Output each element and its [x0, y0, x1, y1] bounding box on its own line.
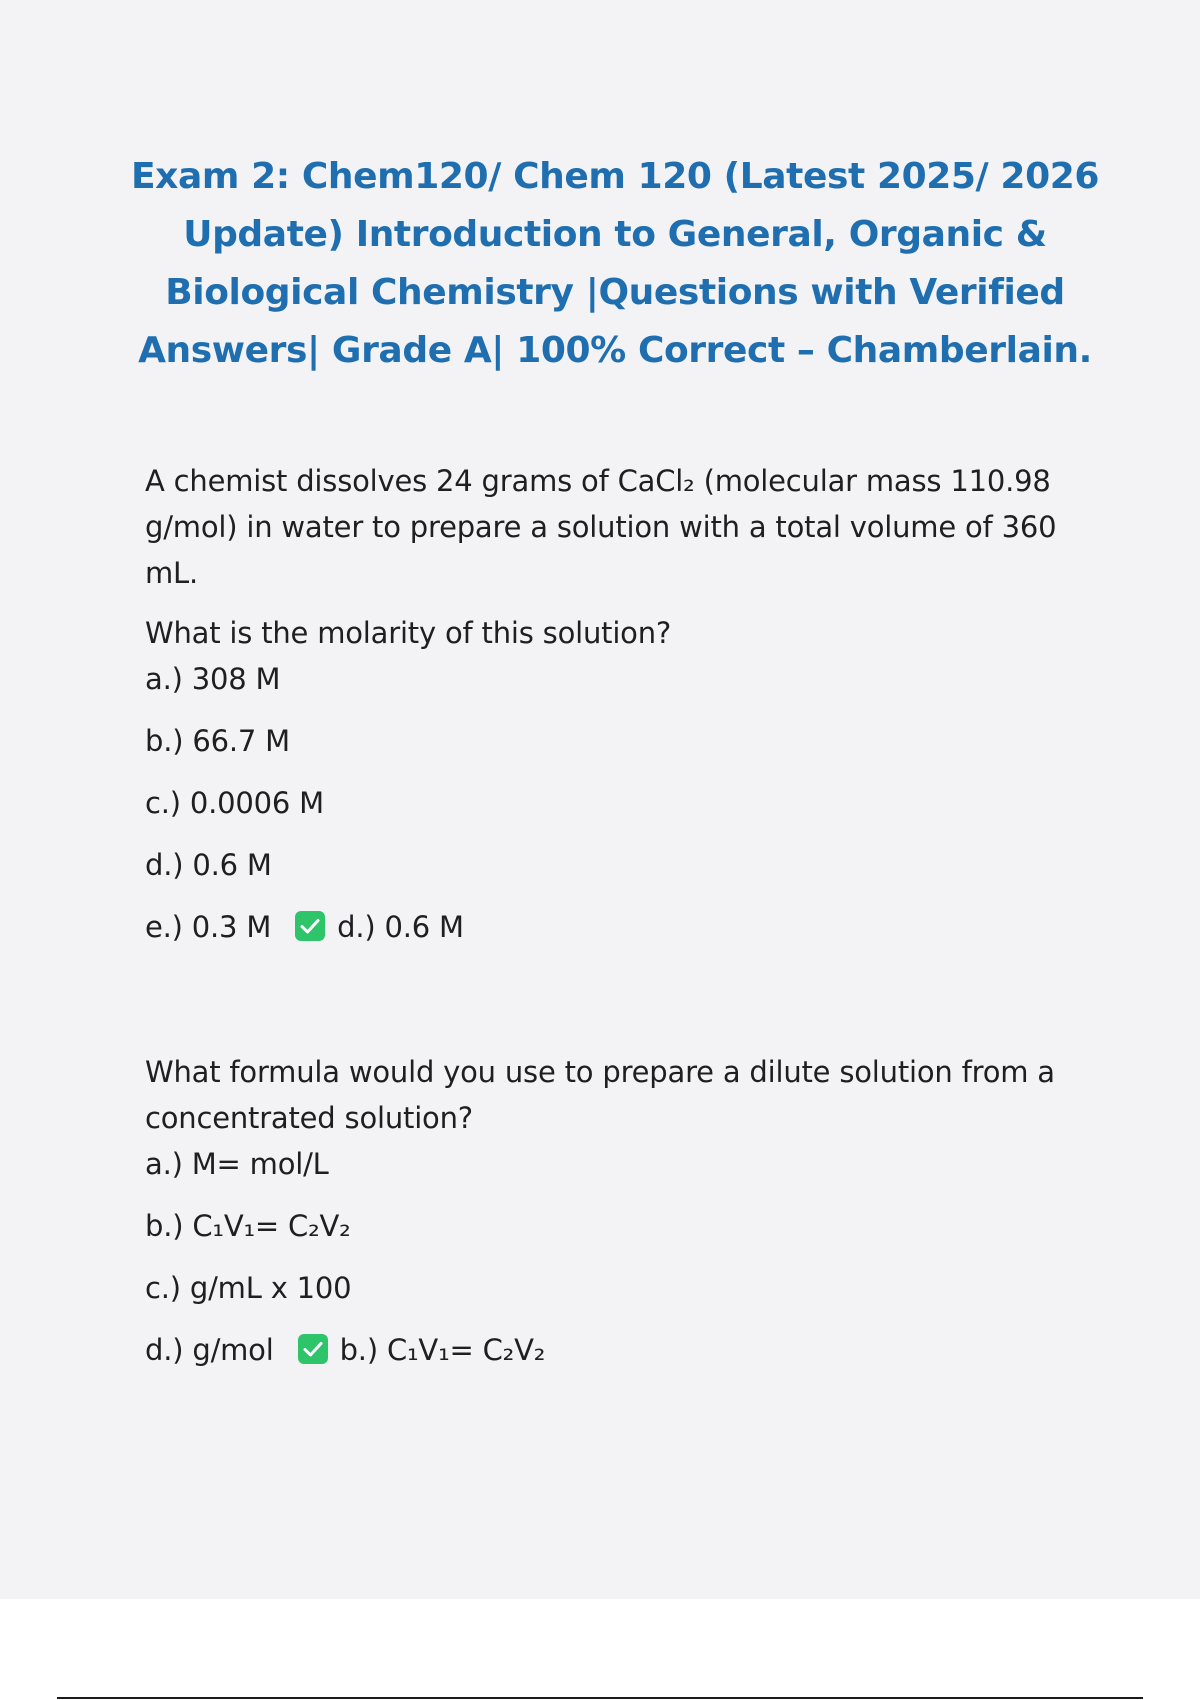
- check-mark-icon: [298, 1334, 328, 1364]
- question-1-option-c: c.) 0.0006 M: [145, 786, 325, 820]
- question-1-option-b: b.) 66.7 M: [145, 724, 290, 758]
- check-mark-icon: [295, 911, 325, 941]
- question-1-option-e: e.) 0.3 M: [145, 910, 272, 944]
- question-1: [145, 458, 1095, 950]
- question-1-option-e-with-answer: [145, 904, 1095, 950]
- question-2: [145, 1049, 1095, 1373]
- question-1-answer: d.) 0.6 M: [337, 910, 464, 944]
- question-2-option-a: a.) M= mol/L: [145, 1147, 329, 1181]
- question-1-prompt: A chemist dissolves 24 grams of CaCl₂ (molecular mass 110.98 g/mol) in water to prepare a solution with a total volume of 360 mL.: [145, 464, 1057, 590]
- page-title: Exam 2: Chem120/ Chem 120 (Latest 2025/ 2026 Update) Introduction to General, Organic & Biological Chemistry |Questions with Verified Answers| Grade A| 100% Correct – Chamberlain.: [130, 156, 1100, 371]
- question-2-option-d-with-answer: [145, 1327, 1095, 1373]
- question-2-option-d: d.) g/mol: [145, 1333, 274, 1367]
- question-2-option-c: c.) g/mL x 100: [145, 1271, 352, 1305]
- question-1-sub-prompt: What is the molarity of this solution?: [145, 616, 672, 650]
- footer-divider: [57, 1697, 1143, 1699]
- question-1-option-a: a.) 308 M: [145, 662, 281, 696]
- question-2-option-b: b.) C₁V₁= C₂V₂: [145, 1209, 351, 1243]
- question-1-option-d: d.) 0.6 M: [145, 848, 272, 882]
- question-2-answer: b.) C₁V₁= C₂V₂: [339, 1333, 546, 1367]
- question-2-prompt: What formula would you use to prepare a dilute solution from a concentrated solution?: [145, 1055, 1055, 1135]
